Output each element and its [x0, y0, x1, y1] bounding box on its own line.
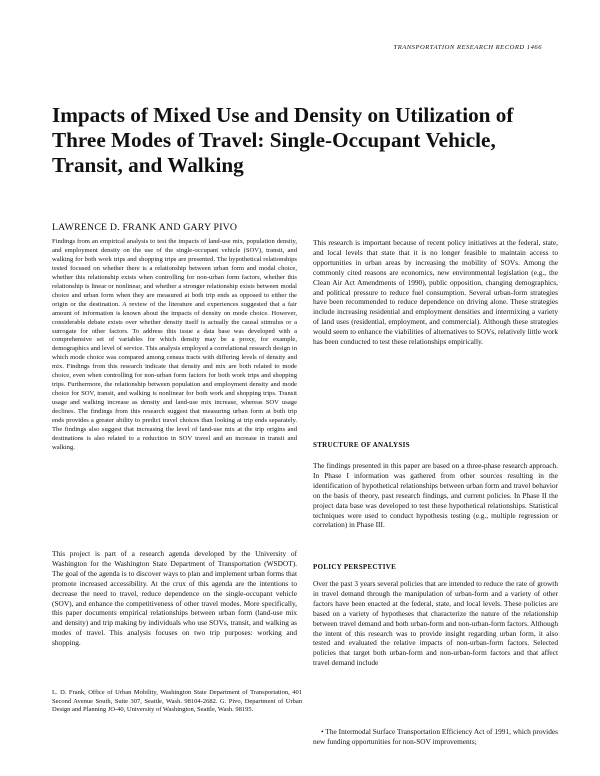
structure-text: The findings presented in this paper are based on a three-phase research approach. In Phase I information was gathered from other sources resulting in the identification of hypothetical relationships between urban form and travel behavior on the basis of theory, past research findings, and current policies. In Phase II the project data base was developed to test these hypothetical relationships. Statistical techniques were used to conduct hypothesis testing (e.g., multiple regression or correlation) in Phase III. — [313, 461, 558, 530]
intro-text: This project is part of a research agenda developed by the University of Washington for the Washington State Department of Transportation (WSDOT). The goal of the agenda is to discover ways to plan and implement urban forms that promote increased accessibility. At the crux of this agenda are the intentions to decrease the need to travel, reduce dependence on the single-occupant vehicle (SOV), and enhance the competitiveness of other travel modes. More specifically, this paper documents empirical relationships between urban form (land-use mix and density) and trip making by individuals who use SOVs, transit, and walking as modes of travel. This analysis focuses on two trip purposes: working and shopping. — [52, 549, 297, 648]
author-footnote — [52, 689, 302, 715]
bullet-text: • The Intermodal Surface Transportation Efficiency Act of 1991, which provides new funding opportunities for non-SOV improvements; — [313, 727, 558, 746]
right-intro-text: This research is important because of recent policy initiatives at the federal, state, and local levels that state that it is no longer feasible to maintain access to opportunities in urban areas by increasing the mobility of SOVs. Among the commonly cited reasons are economics, new environmental legislation (e.g., the Clean Air Act Amendments of 1990), public opposition, changing demographics, and political pressure to reduce fuel consumption. Several urban-form strategies have been recommended to reduce dependence on driving alone. These strategies include increasing residential and employment densities and intermixing a variety of land uses (residential, employment, and commercial). Although these strategies would seem to enhance the viabilities of alternatives to SOVs, relatively little work has been conducted to test these relationships empirically. — [313, 238, 558, 347]
authors: LAWRENCE D. FRANK AND GARY PIVO — [52, 222, 238, 233]
policy-text: Over the past 3 years several policies that are intended to reduce the rate of growth in travel demand through the manipulation of urban-form and a variety of other factors have been enacted at the federal, state, and local levels. These policies are based on a variety of hypotheses that characterize the nature of the relationship between travel demand and both urban-form and non-urban-form factors. Although the intent of this research was to provide insight regarding urban form, it also tested and evaluated the relative impacts of non-urban-form factors. Selected policies that target both urban-form and non-urban-form factors and that affect travel demand include — [313, 579, 558, 668]
paper-title: Impacts of Mixed Use and Density on Utilization of Three Modes of Travel: Single-Occupant Vehicle, Transit, and Walking — [52, 103, 514, 177]
section-heading-structure: STRUCTURE OF ANALYSIS — [313, 441, 410, 449]
section-heading-policy: POLICY PERSPECTIVE — [313, 563, 397, 571]
intro-paragraph — [52, 549, 297, 648]
section-policy-body — [313, 579, 558, 668]
abstract — [52, 238, 297, 453]
right-intro-paragraph — [313, 238, 558, 347]
policy-bullet — [313, 727, 558, 747]
journal-header: TRANSPORTATION RESEARCH RECORD 1466 — [393, 44, 542, 51]
section-structure-body — [313, 461, 558, 530]
footnote-text: L. D. Frank, Office of Urban Mobility, Washington State Department of Transportation, 401 Second Avenue South, Suite 307, Seattle, Wash. 98104-2682. G. Pivo, Department of Urban Design and Planning JO-40, University of Washington, Seattle, Wash. 98195. — [52, 689, 302, 714]
abstract-text: Findings from an empirical analysis to test the impacts of land-use mix, population density, and employment density on the use of the single-occupant vehicle (SOV), transit, and walking for both work trips and shopping trips are presented. The hypothetical relationships tested focused on whether there is a relationship between urban form and modal choice, whether this relationship exists when controlling for non-urban form factors, whether this relationship is linear or nonlinear, and whether a stronger relationship exists between modal choice and urban form when they are measured at both trip ends as opposed to either the origin or the destination. A review of the literature and experiences suggested that a fair amount of information is known about the impacts of density on mode choice. However, considerable debate exists over whether density itself is actually the causal stimulus or a surrogate for other factors. To address this issue a data base was developed with a comprehensive set of variables for which density may be a proxy, for example, demographics and level of service. This analysis employed a correlational research design in which mode choice was compared among census tracts with differing levels of density and mix. Findings from this research indicate that density and mix are both related to mode choice, even when controlling for non-urban form factors for both work trips and shopping trips. Furthermore, the relationship between population and employment density and mode choice for SOV, transit, and walking is nonlinear for both work and shopping trips. Transit usage and walking increase as density and land-use mix increase, whereas SOV usage declines. The findings from this research suggest that measuring urban form at both trip ends provides a greater ability to predict travel choices than looking at trip ends separately. The findings also suggest that increasing the level of land-use mix at the trip origins and destinations is also related to a reduction in SOV travel and an increase in transit and walking. — [52, 238, 297, 451]
